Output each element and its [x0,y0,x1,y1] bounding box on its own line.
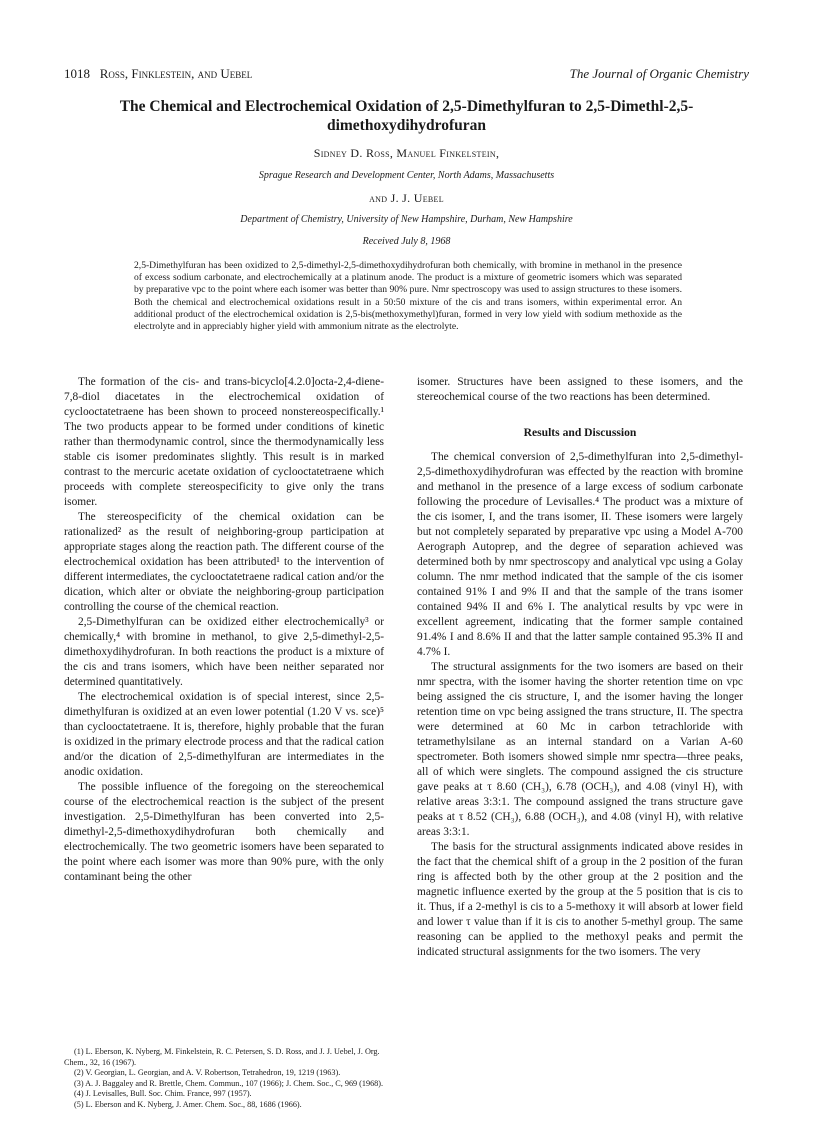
footnotes [64,1047,384,1110]
paragraph-continued: isomer. Structures have been assigned to these isomers, and the stereochemical course of the two reactions has been determined. [417,376,743,403]
paragraph: The formation of the cis- and trans-bicyclo[4.2.0]octa-2,4-diene-7,8-diol diacetates in the electrochemical oxidation of cyclooctatetraene has been shown to proceed nonstereospecifically.¹ The two products appear to be formed under conditions of kinetic rather than thermodynamic control, since the thermodynamically less stable cis isomer predominates slightly. This result is in marked contrast to the mercuric acetate oxidation of cyclooctatetraene which proceeds with complete stereospecificity to give only the trans isomer. [64,376,384,508]
affiliation-2: Department of Chemistry, University of New Hampshire, Durham, New Hampshire [240,214,573,225]
page-number: 1018 [64,66,90,81]
right-column [417,375,743,960]
paragraph: The stereospecificity of the chemical oxidation can be rationalized² as the result of neighboring-group participation at appropriate stages along the reaction path. The different course of the electrochemical oxidation has been attributed¹ to the intervention of different intermediates, the cyclooctatetraene radical cation and/or the dication, which alter or obviate the neighboring-group participation controlling the course of the chemical reaction. [64,511,384,613]
running-head-left [64,66,252,82]
received-date: Received July 8, 1968 [362,236,451,247]
article-title: The Chemical and Electrochemical Oxidation of 2,5-Dimethylfuran to 2,5-Dimethl-2,5-dimethoxydihydrofuran [119,98,694,134]
author-line-1: Sidney D. Ross, Manuel Finkelstein, [313,146,500,160]
affiliation-1: Sprague Research and Development Center, North Adams, Massachusetts [258,170,555,181]
paragraph: The chemical conversion of 2,5-dimethylfuran into 2,5-dimethyl-2,5-dimethoxydihydrofuran was effected by the reaction with bromine and methanol in the presence of a large excess of sodium carbonate following the procedure of Levisalles.⁴ The product was a mixture of the cis isomer, I, and the trans isomer, II. These isomers were largely but not completely separated by preparative vpc using a Model A-700 Aerograph Autoprep, and the degree of separation achieved was determined both by nmr spectroscopy and analytical vpc using a Golay column. The nmr method indicated that the sample of the cis isomer contained 91% I and 9% II and that the sample of the trans isomer contained 94% II and 6% I. The analytical results by vpc were in excellent agreement, indicating that the former sample contained 91.4% I and 8.6% II and that the latter sample contained 95.3% II and 4.7% I. [417,451,743,658]
author-line-2: and J. J. Uebel [369,191,444,205]
section-heading: Results and Discussion [523,426,637,439]
paragraph: 2,5-Dimethylfuran can be oxidized either electrochemically³ or chemically,⁴ with bromine in methanol, to give 2,5-dimethyl-2,5-dimethoxydihydrofuran. In both reactions the product is a mixture of the cis and trans isomers, which have been neither separated nor determined quantitatively. [64,616,384,688]
paragraph: The possible influence of the foregoing on the stereochemical course of the electrochemical reaction is the subject of the present investigation. 2,5-Dimethylfuran has been converted into 2,5-dimethyl-2,5-dimethoxydihydrofuran both chemically and electrochemically. The two geometric isomers have been separated to the point where each isomer was more than 90% pure, with the only contaminant being the other [64,781,384,883]
paragraph: The electrochemical oxidation is of special interest, since 2,5-dimethylfuran is oxidized at an even lower potential (1.20 V vs. sce)⁵ than cyclooctatetraene. It is, therefore, highly probable that the furan is oxidized in the primary electrode process and that the radical cation and/or the dication of 2,5-dimethylfuran are intermediates in the anodic oxidation. [64,691,384,778]
left-column [64,375,384,885]
footnote: (5) L. Eberson and K. Nyberg, J. Amer. Chem. Soc., 88, 1686 (1966). [74,1099,302,1109]
journal-name: The Journal of Organic Chemistry [569,66,749,81]
footnote: (1) L. Eberson, K. Nyberg, M. Finkelstein, R. C. Petersen, S. D. Ross, and J. J. Uebel, J. Org. Chem., 32, 16 (1967). [64,1047,380,1067]
footnote: (2) V. Georgian, L. Georgian, and A. V. Robertson, Tetrahedron, 19, 1219 (1963). [74,1068,341,1077]
footnote: (3) A. J. Baggaley and R. Brettle, Chem. Commun., 107 (1966); J. Chem. Soc., C, 969 (1968). [74,1078,384,1088]
paragraph: The structural assignments for the two isomers are based on their nmr spectra, with the isomer having the shorter retention time on vpc being assigned the cis structure, I, and the isomer having the longer retention time on vpc being assigned the trans structure, II. The spectra were determined at 60 Mc in carbon tetrachloride with tetramethylsilane as an internal standard on a Varian A-60 spectrometer. Both isomers showed simple nmr spectra—three peaks, all of which were singlets. The compound assigned the cis structure gave peaks at τ 8.60 (CH₃), 6.78 (OCH₃), and 4.08 (vinyl H), with relative areas 3:3:1. The compound assigned the trans structure gave peaks at τ 8.52 (CH₃), 6.88 (OCH₃), and 4.08 (vinyl H), with relative areas 3:3:1. [417,661,743,838]
abstract: 2,5-Dimethylfuran has been oxidized to 2,5-dimethyl-2,5-dimethoxydihydrofuran both chemically, with bromine in methanol in the presence of excess sodium carbonate, and electrochemically at a platinum anode. The product is a mixture of geometric isomers which was separated by preparative vpc to the point where each isomer was better than 90% pure. Nmr spectroscopy was used to assign structures to these isomers. Both the chemical and electrochemical oxidations result in a 50:50 mixture of the cis and trans isomers, within experimental error. An additional product of the electrochemical oxidation is 2,5-bis(methoxymethyl)furan, formed in very low yield with sodium methoxide as the electrolyte and in appreciably higher yield with ammonium nitrate as the electrolyte. [134,260,682,333]
running-head [64,66,749,86]
running-authors: Ross, Finklestein, and Uebel [99,66,253,81]
paragraph: The basis for the structural assignments indicated above resides in the fact that the chemical shift of a group in the 2 position of the furan ring is affected both by the other group at the 2 position and the magnetic influence exerted by the group at the 5 position that is cis to it. Thus, if a 2-methyl is cis to a 5-methoxy it will absorb at lower field and lower τ value than if it is cis to another 5-methyl group. The same reasoning can be applied to the methoxyl peaks and permit the indicated structural assignments for the two isomers. The very [417,841,743,958]
footnote: (4) J. Levisalles, Bull. Soc. Chim. France, 997 (1957). [74,1089,252,1098]
